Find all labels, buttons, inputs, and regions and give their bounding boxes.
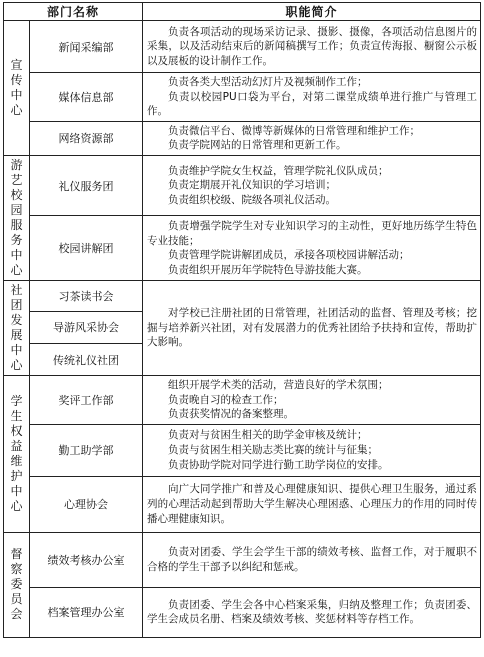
function-description: 向广大同学推广和普及心理健康知识、提供心理卫生服务，通过系列的心理活动起到帮助大学生解决心理困惑、心理压力的作用的同时传播心理健康知识。 xyxy=(143,476,481,532)
center-name: 督察委员会 xyxy=(4,532,30,637)
function-description: 组织开展学术类的活动，营造良好的学术氛围； 负责晚自习的检查工作； 负责获奖情况的备案整理。 xyxy=(143,375,481,424)
table-row xyxy=(4,375,481,424)
function-description: 负责微信平台、微博等新媒体的日常管理和维护工作； 负责学院网站的日常管理和更新工作。 xyxy=(143,121,481,155)
center-name: 学生权益维护中心 xyxy=(4,375,30,532)
table-row xyxy=(4,121,481,155)
departments-table xyxy=(3,2,481,638)
department-name: 绩效考核办公室 xyxy=(30,532,143,587)
header-function-intro: 职能简介 xyxy=(143,3,481,21)
department-name: 档案管理办公室 xyxy=(30,587,143,637)
department-name: 奖评工作部 xyxy=(30,375,143,424)
table-row xyxy=(4,155,481,215)
department-name: 网络资源部 xyxy=(30,121,143,155)
department-name: 导游风采协会 xyxy=(30,311,143,344)
table-row xyxy=(4,280,481,311)
table-row xyxy=(4,73,481,122)
department-name: 习茶读书会 xyxy=(30,280,143,311)
department-name: 媒体信息部 xyxy=(30,73,143,122)
function-description: 负责增强学院学生对专业知识学习的主动性，更好地历练学生特色专业技能； 负责管理学院讲解团成员，承接各项校园讲解活动； 负责组织开展历年学院特色导游技能大赛。 xyxy=(143,216,481,281)
function-description: 负责各类大型活动幻灯片及视频制作工作； 负责以校园PU口袋为平台，对第二课堂成绩单进行推广与管理工作。 xyxy=(143,73,481,122)
table-row xyxy=(4,532,481,587)
center-name: 游艺校园服务中心 xyxy=(4,155,30,280)
table-row xyxy=(4,587,481,637)
table-body xyxy=(4,21,481,638)
function-description: 负责各项活动的现场采访记录、摄影、摄像，各项活动信息图片的采集，以及活动结束后的新闻稿撰写工作；负责宣传海报、橱窗公示板以及展板的设计制作工作。 xyxy=(143,21,481,73)
table-row xyxy=(4,476,481,532)
function-description: 负责对与贫困生相关的助学金审核及统计； 负责与贫困生相关励志类比赛的统计与征集； 负责协助学院对同学进行勤工助学岗位的安排。 xyxy=(143,424,481,476)
center-name: 宣传中心 xyxy=(4,21,30,156)
header-row xyxy=(4,3,481,21)
department-name: 传统礼仪社团 xyxy=(30,344,143,376)
function-description: 负责团委、学生会各中心档案采集，归纳及整理工作；负责团委、学生会成员名册、档案及绩效考核、奖惩材料等存档工作。 xyxy=(143,587,481,637)
department-name: 礼仪服务团 xyxy=(30,155,143,215)
department-name: 校园讲解团 xyxy=(30,216,143,281)
function-description: 负责维护学院女生权益，管理学院礼仪队成员； 负责定期展开礼仪知识的学习培训； 负责组织校级、院级各项礼仪活动。 xyxy=(143,155,481,215)
department-name: 心理协会 xyxy=(30,476,143,532)
table-row xyxy=(4,424,481,476)
table-row xyxy=(4,216,481,281)
header-department-name: 部门名称 xyxy=(4,3,143,21)
table-row xyxy=(4,21,481,73)
center-name: 社团发展中心 xyxy=(4,280,30,375)
function-description: 对学校已注册社团的日常管理，社团活动的监督、管理及考核；挖掘与培养新兴社团，对有发展潜力的优秀社团给予扶持和宣传，帮助扩大影响。 xyxy=(143,280,481,375)
department-name: 新闻采编部 xyxy=(30,21,143,73)
function-description: 负责对团委、学生会学生干部的绩效考核、监督工作，对于履职不合格的学生干部予以纠纪和惩戒。 xyxy=(143,532,481,587)
department-name: 勤工助学部 xyxy=(30,424,143,476)
